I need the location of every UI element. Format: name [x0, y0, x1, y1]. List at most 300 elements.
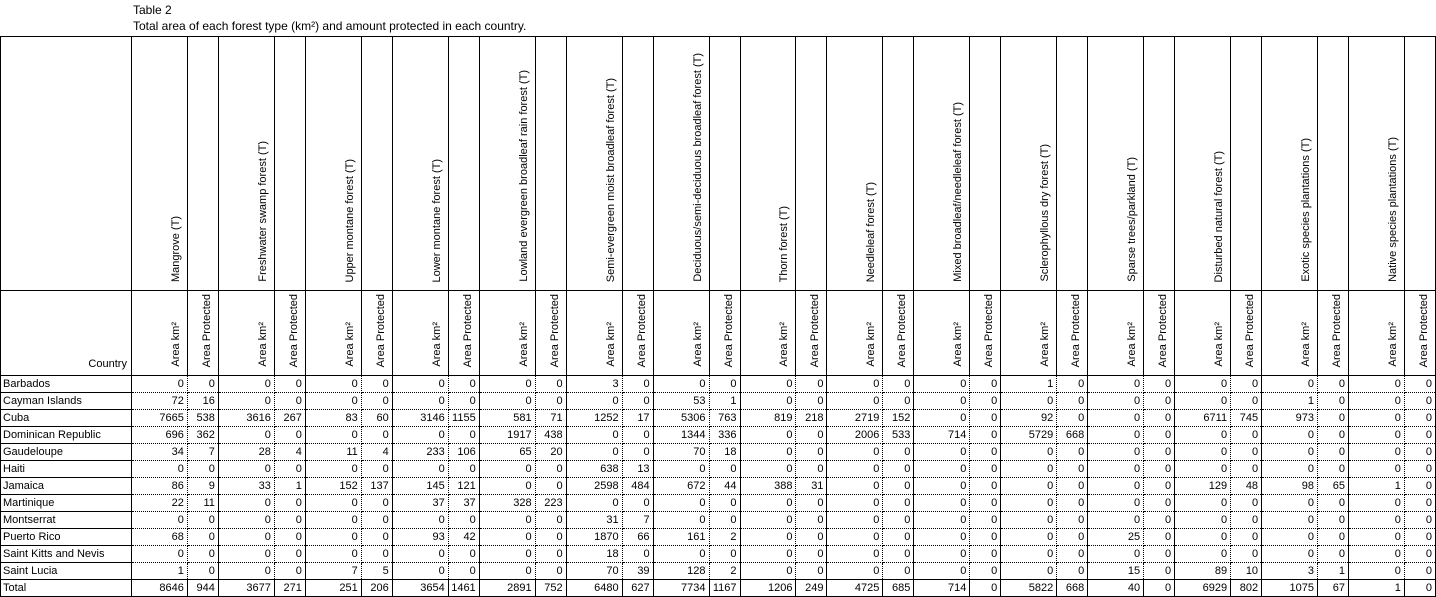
protected-value-cell: 0: [970, 563, 1001, 580]
area-km2-header: Area km²: [1262, 291, 1318, 376]
protected-value-cell: 685: [883, 580, 914, 597]
country-cell: Martinique: [1, 495, 132, 512]
forest-type-header-8: Needleleaf forest (T): [827, 37, 883, 291]
area-value-cell: 0: [740, 512, 796, 529]
protected-value-cell: 0: [883, 563, 914, 580]
area-value-cell: 0: [1088, 461, 1144, 478]
area-value-cell: 5306: [653, 410, 709, 427]
area-value-cell: 161: [653, 529, 709, 546]
protected-value-cell: 0: [622, 546, 653, 563]
protected-value-cell: 71: [535, 410, 566, 427]
protected-value-cell: 0: [970, 529, 1001, 546]
protected-value-cell: 0: [1144, 393, 1175, 410]
table-row: [1, 512, 1436, 529]
protected-value-cell: 0: [535, 512, 566, 529]
protected-value-cell: 0: [1231, 512, 1262, 529]
forest-type-header-spacer: [622, 37, 653, 291]
protected-value-cell: 0: [796, 393, 827, 410]
country-cell: Barbados: [1, 376, 132, 393]
table-row: [1, 495, 1436, 512]
protected-value-cell: 0: [796, 376, 827, 393]
protected-value-cell: 0: [709, 495, 740, 512]
protected-value-cell: 0: [274, 546, 305, 563]
protected-value-cell: 0: [1057, 529, 1088, 546]
protected-value-cell: 16: [187, 393, 218, 410]
protected-value-cell: 0: [622, 444, 653, 461]
protected-value-cell: 20: [535, 444, 566, 461]
area-value-cell: 0: [740, 529, 796, 546]
area-protected-header: Area Protected: [970, 291, 1001, 376]
protected-value-cell: 0: [448, 393, 479, 410]
protected-value-cell: 1155: [448, 410, 479, 427]
area-protected-header: Area Protected: [1057, 291, 1088, 376]
protected-value-cell: 0: [883, 546, 914, 563]
protected-value-cell: 0: [970, 393, 1001, 410]
protected-value-cell: 0: [970, 427, 1001, 444]
area-value-cell: 0: [1348, 410, 1404, 427]
area-km2-header: Area km²: [1175, 291, 1231, 376]
area-value-cell: 0: [1001, 546, 1057, 563]
area-value-cell: 0: [392, 376, 448, 393]
forest-type-header-11: Sparse trees/parkland (T): [1088, 37, 1144, 291]
sub-header-row: [1, 291, 1436, 376]
forest-type-header-spacer: [1231, 37, 1262, 291]
area-value-cell: 0: [305, 461, 361, 478]
area-value-cell: 0: [1001, 512, 1057, 529]
protected-value-cell: 0: [1144, 461, 1175, 478]
area-value-cell: 0: [1088, 376, 1144, 393]
area-value-cell: 973: [1262, 410, 1318, 427]
protected-value-cell: 0: [1318, 529, 1349, 546]
protected-value-cell: 1: [709, 393, 740, 410]
protected-value-cell: 484: [622, 478, 653, 495]
area-value-cell: 0: [1348, 512, 1404, 529]
protected-value-cell: 0: [448, 376, 479, 393]
forest-type-header-13: Exotic species plantations (T): [1262, 37, 1318, 291]
protected-value-cell: 0: [1404, 495, 1435, 512]
area-value-cell: 328: [479, 495, 535, 512]
protected-value-cell: 0: [361, 546, 392, 563]
table-caption-number: Table 2: [133, 3, 172, 17]
protected-value-cell: 17: [622, 410, 653, 427]
area-value-cell: 18: [566, 546, 622, 563]
area-value-cell: 3654: [392, 580, 448, 597]
area-value-cell: 5729: [1001, 427, 1057, 444]
area-value-cell: 0: [1175, 427, 1231, 444]
protected-value-cell: 106: [448, 444, 479, 461]
area-value-cell: 0: [1262, 495, 1318, 512]
area-value-cell: 65: [479, 444, 535, 461]
area-value-cell: 638: [566, 461, 622, 478]
forest-type-header-0: Mangrove (T): [131, 37, 187, 291]
table-row: [1, 376, 1436, 393]
area-value-cell: 25: [1088, 529, 1144, 546]
area-value-cell: 1: [1001, 376, 1057, 393]
protected-value-cell: 0: [970, 376, 1001, 393]
protected-value-cell: 0: [1318, 546, 1349, 563]
protected-value-cell: 0: [1057, 563, 1088, 580]
area-value-cell: 129: [1175, 478, 1231, 495]
area-value-cell: 1252: [566, 410, 622, 427]
area-value-cell: 0: [1175, 529, 1231, 546]
area-value-cell: 92: [1001, 410, 1057, 427]
area-value-cell: 0: [218, 393, 274, 410]
forest-type-header-5: Semi-evergreen moist broadleaf forest (T): [566, 37, 622, 291]
country-cell: Saint Kitts and Nevis: [1, 546, 132, 563]
protected-value-cell: 438: [535, 427, 566, 444]
area-value-cell: 83: [305, 410, 361, 427]
protected-value-cell: 44: [709, 478, 740, 495]
area-value-cell: 0: [1348, 393, 1404, 410]
forest-table: [0, 36, 1436, 597]
forest-type-header-spacer: [1057, 37, 1088, 291]
protected-value-cell: 0: [1318, 427, 1349, 444]
forest-type-header-4: Lowland evergreen broadleaf rain forest (T): [479, 37, 535, 291]
protected-value-cell: 0: [1057, 495, 1088, 512]
forest-type-header-spacer: [361, 37, 392, 291]
area-value-cell: 0: [914, 563, 970, 580]
area-value-cell: 11: [305, 444, 361, 461]
protected-value-cell: 1: [274, 478, 305, 495]
protected-value-cell: 0: [1318, 495, 1349, 512]
protected-value-cell: 0: [274, 529, 305, 546]
area-value-cell: 22: [131, 495, 187, 512]
protected-value-cell: 0: [970, 478, 1001, 495]
area-value-cell: 0: [1348, 529, 1404, 546]
protected-value-cell: 538: [187, 410, 218, 427]
area-value-cell: 0: [479, 512, 535, 529]
area-value-cell: 89: [1175, 563, 1231, 580]
country-cell: Puerto Rico: [1, 529, 132, 546]
area-value-cell: 0: [1262, 444, 1318, 461]
area-value-cell: 0: [479, 461, 535, 478]
area-protected-header: Area Protected: [187, 291, 218, 376]
protected-value-cell: 0: [1404, 563, 1435, 580]
protected-value-cell: 13: [622, 461, 653, 478]
area-value-cell: 0: [740, 563, 796, 580]
area-value-cell: 0: [1001, 444, 1057, 461]
area-value-cell: 0: [740, 376, 796, 393]
protected-value-cell: 0: [883, 393, 914, 410]
protected-value-cell: 0: [1318, 444, 1349, 461]
country-cell: Saint Lucia: [1, 563, 132, 580]
protected-value-cell: 0: [1231, 427, 1262, 444]
area-value-cell: 31: [566, 512, 622, 529]
protected-value-cell: 0: [1231, 376, 1262, 393]
protected-value-cell: 31: [796, 478, 827, 495]
area-value-cell: 0: [1175, 512, 1231, 529]
protected-value-cell: 137: [361, 478, 392, 495]
area-protected-header: Area Protected: [1231, 291, 1262, 376]
area-value-cell: 1206: [740, 580, 796, 597]
protected-value-cell: 0: [796, 546, 827, 563]
area-value-cell: 1: [131, 563, 187, 580]
protected-value-cell: 533: [883, 427, 914, 444]
protected-value-cell: 0: [796, 512, 827, 529]
protected-value-cell: 0: [187, 529, 218, 546]
area-value-cell: 0: [218, 427, 274, 444]
area-value-cell: 0: [305, 495, 361, 512]
protected-value-cell: 0: [1144, 495, 1175, 512]
protected-value-cell: 0: [1404, 478, 1435, 495]
protected-value-cell: 206: [361, 580, 392, 597]
area-value-cell: 714: [914, 427, 970, 444]
protected-value-cell: 745: [1231, 410, 1262, 427]
area-km2-header: Area km²: [1088, 291, 1144, 376]
protected-value-cell: 0: [535, 546, 566, 563]
total-row: [1, 580, 1436, 597]
protected-value-cell: 802: [1231, 580, 1262, 597]
area-value-cell: 3146: [392, 410, 448, 427]
area-value-cell: 0: [827, 495, 883, 512]
protected-value-cell: 0: [709, 546, 740, 563]
country-cell: Montserrat: [1, 512, 132, 529]
protected-value-cell: 1167: [709, 580, 740, 597]
corner-empty-cell: [1, 37, 132, 291]
protected-value-cell: 627: [622, 580, 653, 597]
protected-value-cell: 65: [1318, 478, 1349, 495]
area-protected-header: Area Protected: [1404, 291, 1435, 376]
area-km2-header: Area km²: [218, 291, 274, 376]
table-row: [1, 563, 1436, 580]
area-value-cell: 0: [218, 529, 274, 546]
area-value-cell: 98: [1262, 478, 1318, 495]
country-cell: Jamaica: [1, 478, 132, 495]
area-value-cell: 33: [218, 478, 274, 495]
area-value-cell: 0: [131, 461, 187, 478]
forest-type-header-spacer: [448, 37, 479, 291]
area-value-cell: 0: [218, 563, 274, 580]
area-value-cell: 0: [479, 563, 535, 580]
protected-value-cell: 0: [187, 512, 218, 529]
area-value-cell: 0: [1348, 427, 1404, 444]
protected-value-cell: 0: [448, 546, 479, 563]
forest-type-header-spacer: [187, 37, 218, 291]
protected-value-cell: 362: [187, 427, 218, 444]
area-value-cell: 0: [653, 461, 709, 478]
protected-value-cell: 0: [361, 376, 392, 393]
protected-value-cell: 0: [448, 563, 479, 580]
protected-value-cell: 218: [796, 410, 827, 427]
protected-value-cell: 668: [1057, 580, 1088, 597]
forest-type-header-7: Thorn forest (T): [740, 37, 796, 291]
area-value-cell: 0: [1175, 393, 1231, 410]
area-value-cell: 15: [1088, 563, 1144, 580]
area-value-cell: 0: [1088, 427, 1144, 444]
forest-type-header-2: Upper montane forest (T): [305, 37, 361, 291]
protected-value-cell: 10: [1231, 563, 1262, 580]
area-value-cell: 0: [1348, 546, 1404, 563]
area-value-cell: 2006: [827, 427, 883, 444]
area-value-cell: 0: [1348, 563, 1404, 580]
protected-value-cell: 271: [274, 580, 305, 597]
area-km2-header: Area km²: [653, 291, 709, 376]
area-protected-header: Area Protected: [796, 291, 827, 376]
area-value-cell: 0: [1262, 529, 1318, 546]
area-value-cell: 0: [740, 393, 796, 410]
protected-value-cell: 0: [1404, 529, 1435, 546]
forest-type-header-spacer: [1144, 37, 1175, 291]
area-value-cell: 0: [218, 376, 274, 393]
area-value-cell: 0: [392, 393, 448, 410]
forest-type-header-spacer: [796, 37, 827, 291]
area-value-cell: 251: [305, 580, 361, 597]
area-value-cell: 1: [1348, 478, 1404, 495]
area-value-cell: 3616: [218, 410, 274, 427]
protected-value-cell: 0: [448, 427, 479, 444]
protected-value-cell: 0: [709, 376, 740, 393]
area-value-cell: 0: [1175, 495, 1231, 512]
area-value-cell: 0: [1001, 478, 1057, 495]
area-value-cell: 6480: [566, 580, 622, 597]
area-value-cell: 1917: [479, 427, 535, 444]
area-value-cell: 128: [653, 563, 709, 580]
protected-value-cell: 5: [361, 563, 392, 580]
area-value-cell: 8646: [131, 580, 187, 597]
protected-value-cell: 0: [274, 461, 305, 478]
protected-value-cell: 0: [1404, 580, 1435, 597]
protected-value-cell: 0: [1144, 580, 1175, 597]
protected-value-cell: 2: [709, 563, 740, 580]
area-value-cell: 0: [1175, 376, 1231, 393]
area-value-cell: 3677: [218, 580, 274, 597]
area-value-cell: 7734: [653, 580, 709, 597]
country-cell: Dominican Republic: [1, 427, 132, 444]
protected-value-cell: 37: [448, 495, 479, 512]
area-km2-header: Area km²: [131, 291, 187, 376]
area-value-cell: 6929: [1175, 580, 1231, 597]
area-value-cell: 0: [914, 546, 970, 563]
area-value-cell: 2719: [827, 410, 883, 427]
protected-value-cell: 0: [1057, 393, 1088, 410]
protected-value-cell: 0: [970, 546, 1001, 563]
area-value-cell: 68: [131, 529, 187, 546]
protected-value-cell: 0: [448, 512, 479, 529]
area-value-cell: 70: [653, 444, 709, 461]
protected-value-cell: 0: [1231, 461, 1262, 478]
area-km2-header: Area km²: [1001, 291, 1057, 376]
table-row: [1, 478, 1436, 495]
protected-value-cell: 944: [187, 580, 218, 597]
protected-value-cell: 0: [970, 580, 1001, 597]
table-row: [1, 393, 1436, 410]
forest-type-header-10: Sclerophyllous dry forest (T): [1001, 37, 1057, 291]
protected-value-cell: 0: [274, 427, 305, 444]
area-value-cell: 0: [218, 495, 274, 512]
area-value-cell: 0: [479, 529, 535, 546]
table-caption-text: Total area of each forest type (km²) and amount protected in each country.: [133, 19, 527, 33]
protected-value-cell: 0: [361, 427, 392, 444]
area-value-cell: 0: [827, 376, 883, 393]
protected-value-cell: 7: [622, 512, 653, 529]
protected-value-cell: 39: [622, 563, 653, 580]
protected-value-cell: 0: [1404, 461, 1435, 478]
area-value-cell: 37: [392, 495, 448, 512]
area-value-cell: 0: [827, 529, 883, 546]
forest-type-header-12: Disturbed natural forest (T): [1175, 37, 1231, 291]
protected-value-cell: 0: [883, 512, 914, 529]
protected-value-cell: 0: [361, 529, 392, 546]
country-column-header: Country: [1, 291, 132, 376]
protected-value-cell: 0: [1057, 376, 1088, 393]
area-value-cell: 0: [1262, 427, 1318, 444]
area-value-cell: 0: [305, 512, 361, 529]
forest-type-header-spacer: [1318, 37, 1349, 291]
area-protected-header: Area Protected: [709, 291, 740, 376]
protected-value-cell: 0: [796, 495, 827, 512]
protected-value-cell: 0: [361, 495, 392, 512]
protected-value-cell: 0: [1144, 410, 1175, 427]
country-cell: Haiti: [1, 461, 132, 478]
protected-value-cell: 0: [187, 563, 218, 580]
area-value-cell: 0: [827, 478, 883, 495]
area-km2-header: Area km²: [479, 291, 535, 376]
table-row: [1, 410, 1436, 427]
area-value-cell: 0: [740, 461, 796, 478]
area-value-cell: 819: [740, 410, 796, 427]
protected-value-cell: 0: [1144, 529, 1175, 546]
area-value-cell: 0: [827, 546, 883, 563]
area-value-cell: 0: [740, 444, 796, 461]
area-value-cell: 0: [1175, 444, 1231, 461]
protected-value-cell: 0: [622, 495, 653, 512]
area-value-cell: 0: [566, 393, 622, 410]
area-value-cell: 0: [827, 444, 883, 461]
protected-value-cell: 0: [883, 444, 914, 461]
protected-value-cell: 0: [274, 512, 305, 529]
country-cell: Gaudeloupe: [1, 444, 132, 461]
area-value-cell: 3: [1262, 563, 1318, 580]
protected-value-cell: 336: [709, 427, 740, 444]
area-value-cell: 0: [218, 512, 274, 529]
protected-value-cell: 11: [187, 495, 218, 512]
protected-value-cell: 0: [883, 529, 914, 546]
forest-type-header-3: Lower montane forest (T): [392, 37, 448, 291]
protected-value-cell: 249: [796, 580, 827, 597]
area-value-cell: 0: [392, 427, 448, 444]
area-value-cell: 0: [740, 546, 796, 563]
protected-value-cell: 0: [970, 410, 1001, 427]
area-value-cell: 0: [1088, 512, 1144, 529]
area-value-cell: 0: [305, 376, 361, 393]
area-value-cell: 0: [1001, 563, 1057, 580]
protected-value-cell: 0: [1318, 410, 1349, 427]
protected-value-cell: 0: [361, 512, 392, 529]
country-cell: Cuba: [1, 410, 132, 427]
forest-type-header-9: Mixed broadleaf/needleleaf forest (T): [914, 37, 970, 291]
area-value-cell: 233: [392, 444, 448, 461]
area-value-cell: 93: [392, 529, 448, 546]
area-value-cell: 53: [653, 393, 709, 410]
protected-value-cell: 0: [883, 461, 914, 478]
area-protected-header: Area Protected: [1144, 291, 1175, 376]
area-km2-header: Area km²: [305, 291, 361, 376]
area-protected-header: Area Protected: [361, 291, 392, 376]
area-value-cell: 0: [392, 563, 448, 580]
area-value-cell: 0: [305, 427, 361, 444]
area-value-cell: 0: [1001, 495, 1057, 512]
forest-type-header-spacer: [535, 37, 566, 291]
area-value-cell: 0: [740, 427, 796, 444]
area-value-cell: 0: [653, 376, 709, 393]
area-value-cell: 0: [653, 546, 709, 563]
area-value-cell: 0: [1348, 376, 1404, 393]
forest-type-header-6: Deciduous/semi-deciduous broadleaf forest (T): [653, 37, 709, 291]
forest-type-header-1: Freshwater swamp forest (T): [218, 37, 274, 291]
area-value-cell: 0: [1348, 461, 1404, 478]
protected-value-cell: 0: [1057, 546, 1088, 563]
protected-value-cell: 0: [883, 376, 914, 393]
